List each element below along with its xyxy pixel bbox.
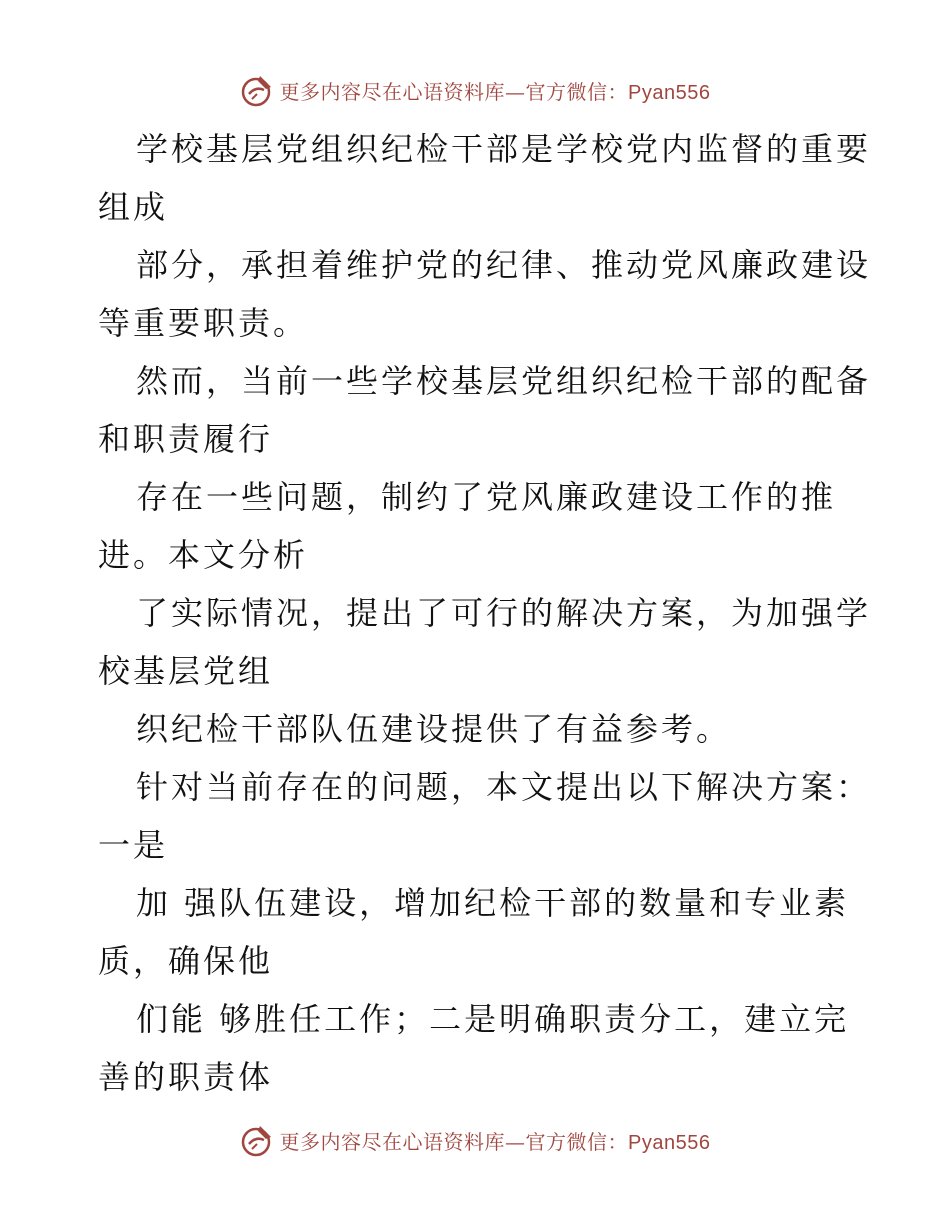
book-pen-logo-icon	[240, 72, 276, 108]
banner-text	[280, 76, 711, 105]
document-body	[98, 120, 872, 1106]
book-pen-logo-icon	[240, 1122, 276, 1158]
paragraph-line: 和职责履行	[98, 420, 274, 458]
paragraph-line: 一是	[98, 826, 169, 864]
banner-wechat-id: Pyan556	[628, 81, 711, 104]
paragraph-line: 善的职责体	[98, 1058, 274, 1096]
paragraph-line: 校基层党组	[98, 652, 274, 690]
paragraph-line: 们能 够胜任工作；二是明确职责分工，建立完	[136, 1000, 850, 1038]
banner-wechat-id: Pyan556	[628, 1131, 711, 1154]
paragraph-line: 然而，当前一些学校基层党组织纪检干部的配备	[136, 362, 872, 400]
footer-banner	[0, 1120, 950, 1160]
paragraph-line: 质，确保他	[98, 942, 274, 980]
paragraph-line: 存在一些问题，制约了党风廉政建设工作的推	[136, 478, 837, 516]
banner-text-cn: 更多内容尽在心语资料库—官方微信：	[279, 79, 629, 104]
banner-text-cn: 更多内容尽在心语资料库—官方微信：	[279, 1129, 629, 1154]
paragraph-line: 织纪检干部队伍建设提供了有益参考。	[136, 710, 732, 748]
paragraph-line: 等重要职责。	[98, 304, 309, 342]
paragraph-line: 加 强队伍建设，增加纪检干部的数量和专业素	[136, 884, 850, 922]
paragraph-line: 进。本文分析	[98, 536, 309, 574]
paragraph-line: 组成	[98, 188, 169, 226]
paragraph-line: 了实际情况，提出了可行的解决方案，为加强学	[136, 594, 872, 632]
paragraph-line: 学校基层党组织纪检干部是学校党内监督的重要	[136, 130, 872, 168]
banner-text	[280, 1126, 711, 1155]
paragraph-line: 针对当前存在的问题，本文提出以下解决方案：	[136, 768, 872, 806]
header-banner	[0, 70, 950, 110]
paragraph-line: 部分，承担着维护党的纪律、推动党风廉政建设	[136, 246, 872, 284]
